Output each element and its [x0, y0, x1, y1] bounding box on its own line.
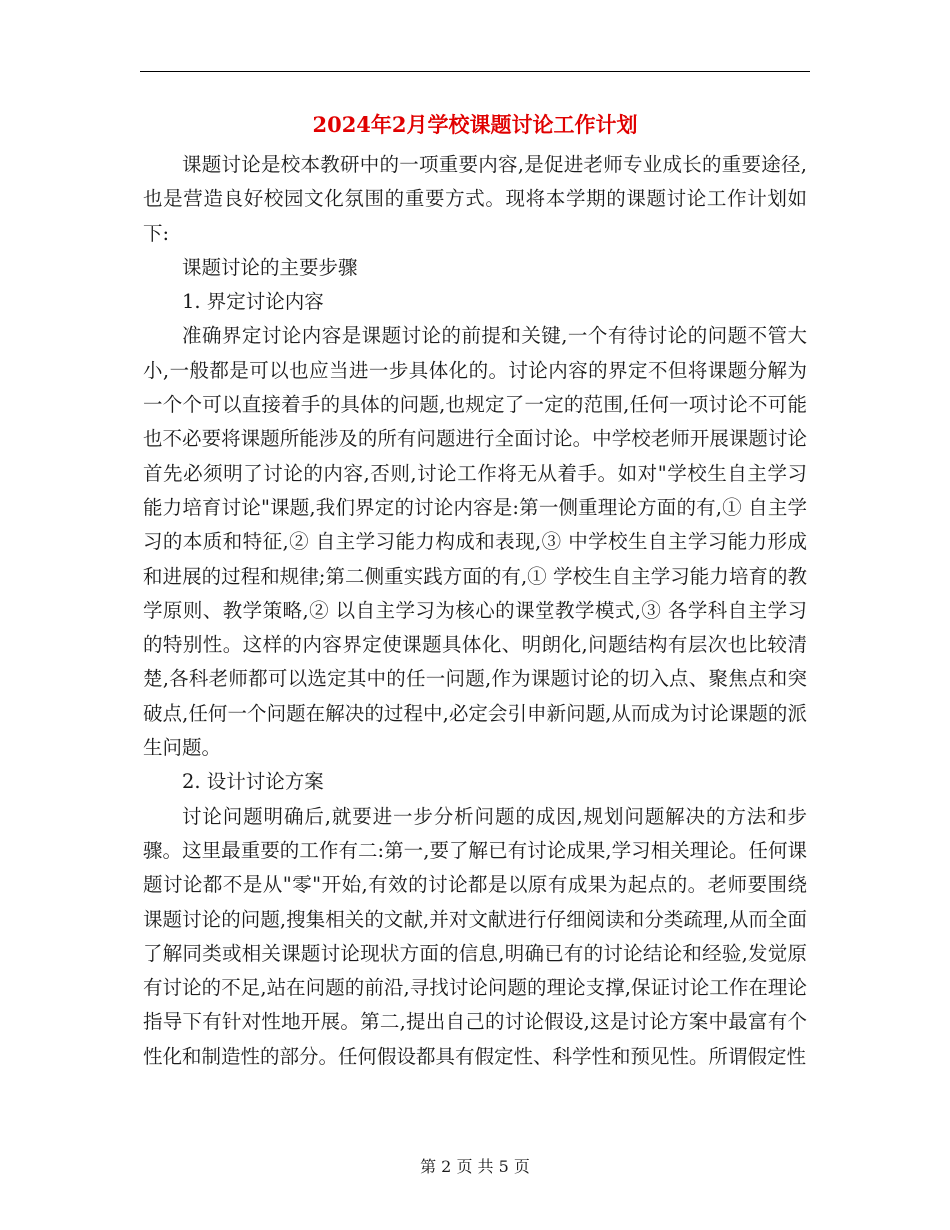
step-2-paragraph: 讨论问题明确后,就要进一步分析问题的成因,规划问题解决的方法和步骤。这里最重要的工作有二:第一,要了解已有讨论成果,学习相关理论。任何课题讨论都不是从"零"开始,有效的讨论都是以原有成果为起点的。老师要围绕课题讨论的问题,搜集相关的文献,并对文献进行仔细阅读和分类疏理,从而全面了解同类或相关课题讨论现状方面的信息,明确已有的讨论结论和经验,发觉原有讨论的不足,站在问题的前沿,寻找讨论问题的理论支撑,保证讨论工作在理论指导下有针对性地开展。第二,提出自己的讨论假设,这是讨论方案中最富有个性化和制造性的部分。任何假设都具有假定性、科学性和预见性。所谓假定性: [143, 804, 807, 1068]
document-body: [143, 148, 807, 1074]
section-heading: 课题讨论的主要步骤: [182, 255, 358, 279]
intro-paragraph: 课题讨论是校本教研中的一项重要内容,是促进老师专业成长的重要途径,也是营造良好校园文化氛围的重要方式。现将本学期的课题讨论工作计划如下:: [143, 153, 807, 245]
document-title: 2024年2月学校课题讨论工作计划: [312, 112, 638, 137]
step-1-paragraph: 准确界定讨论内容是课题讨论的前提和关键,一个有待讨论的问题不管大小,一般都是可以也应当进一步具体化的。讨论内容的界定不但将课题分解为一个个可以直接着手的具体的问题,也规定了一定的范围,任何一项讨论不可能也不必要将课题所能涉及的所有问题进行全面讨论。中学校老师开展课题讨论首先必须明了讨论的内容,否则,讨论工作将无从着手。如对"学校生自主学习能力培育讨论"课题,我们界定的讨论内容是:第一侧重理论方面的有,① 自主学习的本质和特征,② 自主学习能力构成和表现,③ 中学校生自主学习能力形成和进展的过程和规律;第二侧重实践方面的有,① 学校生自主学习能力培育的教学原则、教学策略,② 以自主学习为核心的课堂教学模式,③ 各学科自主学习的特别性。这样的内容界定使课题具体化、明朗化,问题结构有层次也比较清楚,各科老师都可以选定其中的任一问题,作为课题讨论的切入点、聚焦点和突破点,任何一个问题在解决的过程中,必定会引申新问题,从而成为讨论课题的派生问题。: [143, 324, 807, 760]
step-heading-2: 2. 设计讨论方案: [182, 770, 324, 794]
page-number: 第 2 页 共 5 页: [420, 1157, 530, 1176]
step-heading-1: 1. 界定讨论内容: [182, 290, 324, 314]
header-rule: [140, 71, 810, 72]
